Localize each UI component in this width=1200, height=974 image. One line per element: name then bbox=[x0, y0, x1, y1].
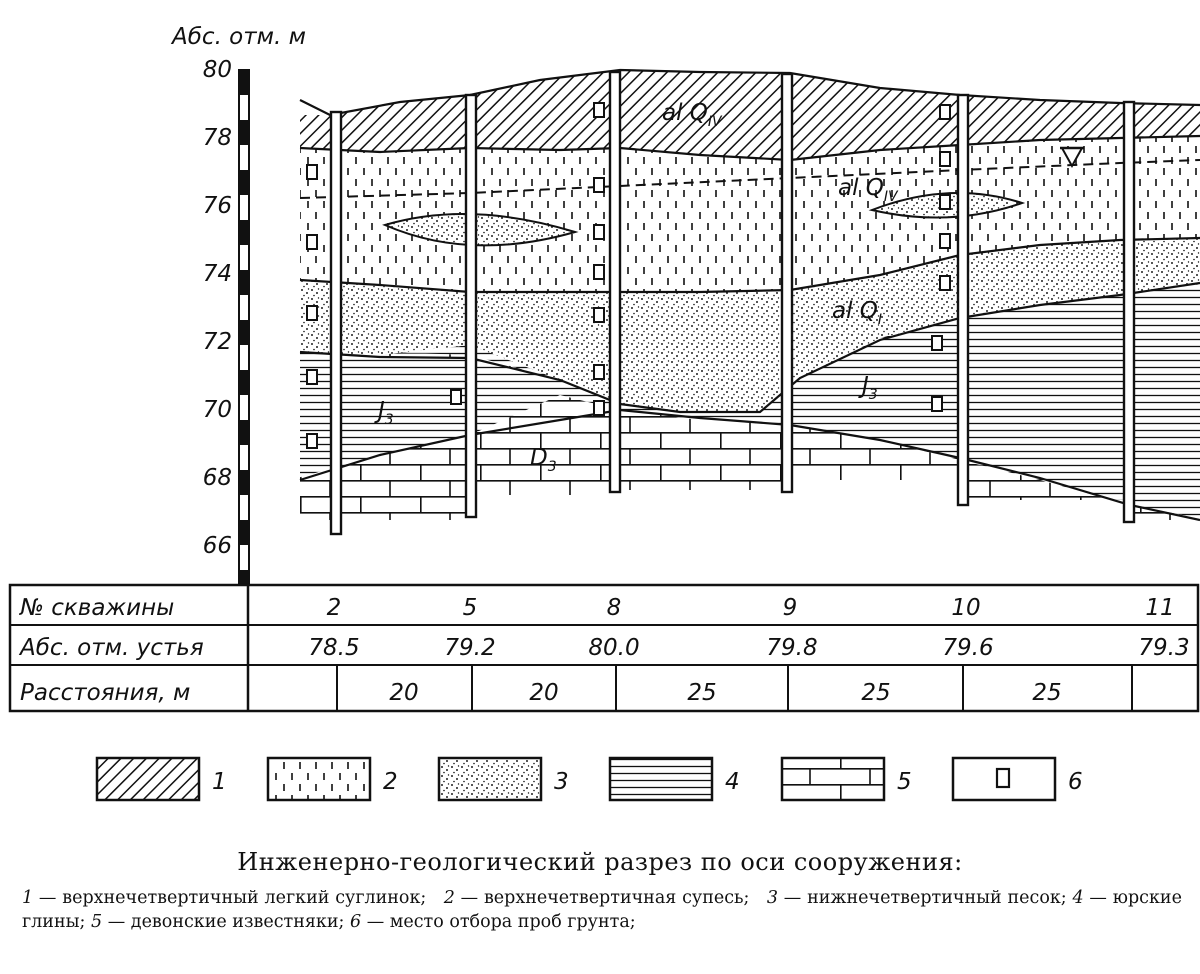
caption-body bbox=[22, 886, 1182, 934]
borehole-elevation: 79.2 bbox=[444, 635, 496, 661]
legend bbox=[97, 758, 1083, 800]
caption-item-3: 3 — нижнечетвертичный песок; bbox=[766, 888, 1067, 908]
legend-number: 3 bbox=[554, 769, 569, 795]
axis-title: Абс. отм. м bbox=[172, 24, 306, 50]
section-body bbox=[280, 60, 1200, 540]
elevation-tick-label: 66 bbox=[202, 533, 232, 559]
distance-value: 25 bbox=[861, 680, 891, 706]
distance-value: 20 bbox=[529, 680, 559, 706]
elevation-tick-label: 80 bbox=[202, 57, 232, 83]
borehole-number: 9 bbox=[782, 595, 798, 621]
legend-swatch-sand bbox=[439, 758, 541, 800]
label-jurassic-right: $J_3$ bbox=[862, 373, 878, 403]
legend-swatch-loam bbox=[97, 758, 199, 800]
distance-value: 20 bbox=[389, 680, 419, 706]
label-upper-loam: al $Q_{IV}$ bbox=[662, 100, 722, 130]
borehole-5 bbox=[466, 95, 476, 517]
borehole-table bbox=[10, 585, 1198, 711]
legend-number: 1 bbox=[212, 769, 227, 795]
legend-number: 5 bbox=[897, 769, 912, 795]
row-label-distance: Расстояния, м bbox=[20, 680, 191, 706]
caption-title: Инженерно-геологический разрез по оси сооружения: bbox=[237, 848, 963, 876]
row-label-borehole: № скважины bbox=[20, 595, 175, 621]
legend-number: 4 bbox=[725, 769, 740, 795]
borehole-number: 10 bbox=[951, 595, 981, 621]
borehole-number: 8 bbox=[606, 595, 622, 621]
distance-value: 25 bbox=[1032, 680, 1062, 706]
caption-item-2: 2 — верхнечетвертичная супесь; bbox=[443, 888, 750, 908]
elevation-tick-label: 68 bbox=[202, 465, 232, 491]
borehole-number: 11 bbox=[1145, 595, 1175, 621]
borehole-11 bbox=[1124, 102, 1134, 522]
borehole-number: 2 bbox=[326, 595, 342, 621]
distance-value: 25 bbox=[687, 680, 717, 706]
label-jurassic-left: $J_3$ bbox=[378, 398, 394, 428]
borehole-elevation: 79.6 bbox=[942, 635, 994, 661]
legend-swatch-sandy-loam bbox=[268, 758, 370, 800]
borehole-elevation: 79.3 bbox=[1138, 635, 1190, 661]
label-devonian: $D_3$ bbox=[530, 445, 557, 475]
legend-number: 2 bbox=[383, 769, 398, 795]
elevation-axis bbox=[170, 24, 306, 585]
caption-item-6: 6 — место отбора проб грунта; bbox=[349, 912, 636, 932]
label-lower-sand: al $Q_I$ bbox=[832, 298, 883, 328]
legend-number: 6 bbox=[1068, 769, 1083, 795]
elevation-tick-label: 70 bbox=[202, 397, 232, 423]
caption-item-5: 5 — девонские известняки; bbox=[91, 912, 345, 932]
borehole-elevation: 80.0 bbox=[588, 635, 640, 661]
elevation-tick-label: 74 bbox=[202, 261, 232, 287]
borehole-elevation: 79.8 bbox=[766, 635, 818, 661]
borehole-2 bbox=[331, 112, 341, 534]
legend-swatch-clay bbox=[610, 758, 712, 800]
caption-item-1: 1 — верхнечетвертичный легкий суглинок; bbox=[22, 888, 427, 908]
borehole-number: 5 bbox=[462, 595, 478, 621]
elevation-tick-label: 72 bbox=[202, 329, 232, 355]
elevation-tick-label: 76 bbox=[202, 193, 232, 219]
caption-item-4: 4 — юрские глины; bbox=[22, 888, 1182, 932]
elevation-tick-label: 78 bbox=[202, 125, 232, 151]
label-upper-sandy-loam: al $Q_{IV}$ bbox=[838, 175, 898, 205]
borehole-elevation: 78.5 bbox=[308, 635, 360, 661]
borehole-10 bbox=[958, 95, 968, 505]
legend-swatch-limestone bbox=[782, 758, 884, 800]
sample-icon bbox=[997, 769, 1009, 787]
borehole-8 bbox=[610, 72, 620, 492]
row-label-elevation: Абс. отм. устья bbox=[20, 635, 204, 661]
borehole-9 bbox=[782, 74, 792, 492]
